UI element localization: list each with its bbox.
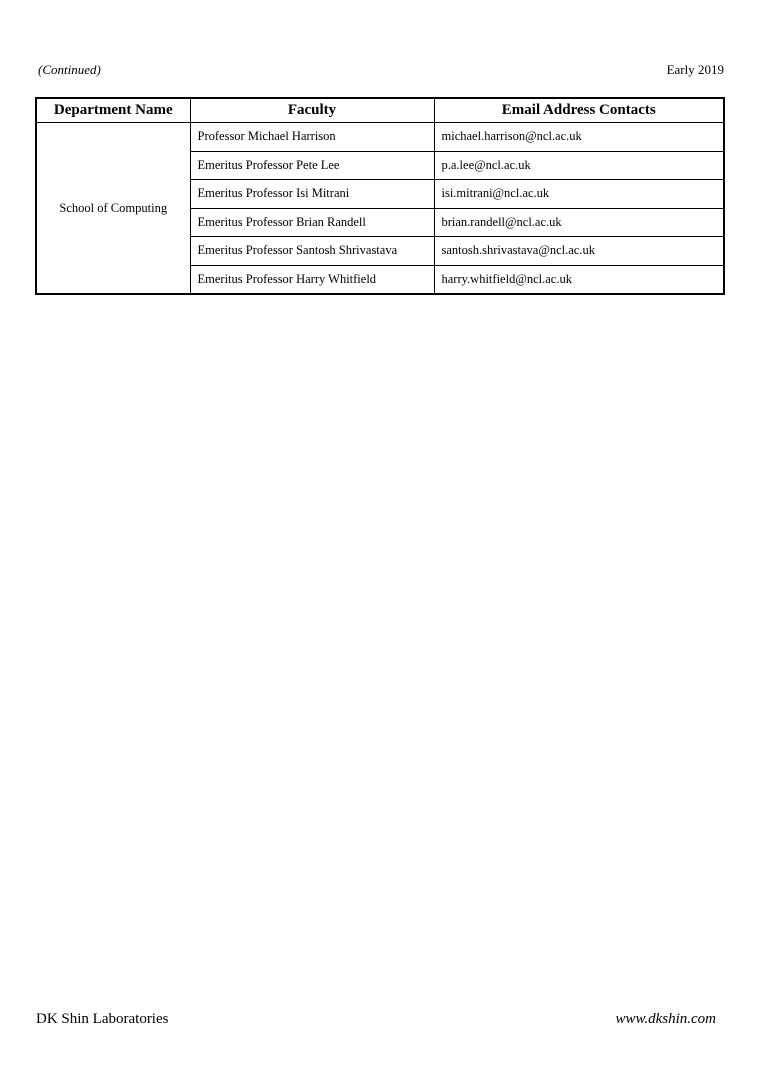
continued-label: (Continued) bbox=[38, 62, 101, 77]
column-header-department: Department Name bbox=[36, 98, 190, 123]
date-label: Early 2019 bbox=[666, 62, 724, 77]
faculty-contacts-table bbox=[35, 97, 725, 295]
faculty-cell: Emeritus Professor Harry Whitfield bbox=[190, 265, 434, 294]
footer-website: www.dkshin.com bbox=[615, 1011, 716, 1027]
footer-organization: DK Shin Laboratories bbox=[36, 1011, 169, 1027]
department-cell: School of Computing bbox=[36, 123, 190, 295]
email-cell: michael.harrison@ncl.ac.uk bbox=[434, 123, 724, 152]
email-cell: p.a.lee@ncl.ac.uk bbox=[434, 151, 724, 180]
faculty-cell: Professor Michael Harrison bbox=[190, 123, 434, 152]
faculty-cell: Emeritus Professor Santosh Shrivastava bbox=[190, 237, 434, 266]
email-cell: santosh.shrivastava@ncl.ac.uk bbox=[434, 237, 724, 266]
email-cell: isi.mitrani@ncl.ac.uk bbox=[434, 180, 724, 209]
faculty-cell: Emeritus Professor Brian Randell bbox=[190, 208, 434, 237]
column-header-email: Email Address Contacts bbox=[434, 98, 724, 123]
table-header-row bbox=[36, 98, 724, 123]
column-header-faculty: Faculty bbox=[190, 98, 434, 123]
email-cell: brian.randell@ncl.ac.uk bbox=[434, 208, 724, 237]
faculty-cell: Emeritus Professor Isi Mitrani bbox=[190, 180, 434, 209]
faculty-cell: Emeritus Professor Pete Lee bbox=[190, 151, 434, 180]
email-cell: harry.whitfield@ncl.ac.uk bbox=[434, 265, 724, 294]
table-row bbox=[36, 123, 724, 152]
